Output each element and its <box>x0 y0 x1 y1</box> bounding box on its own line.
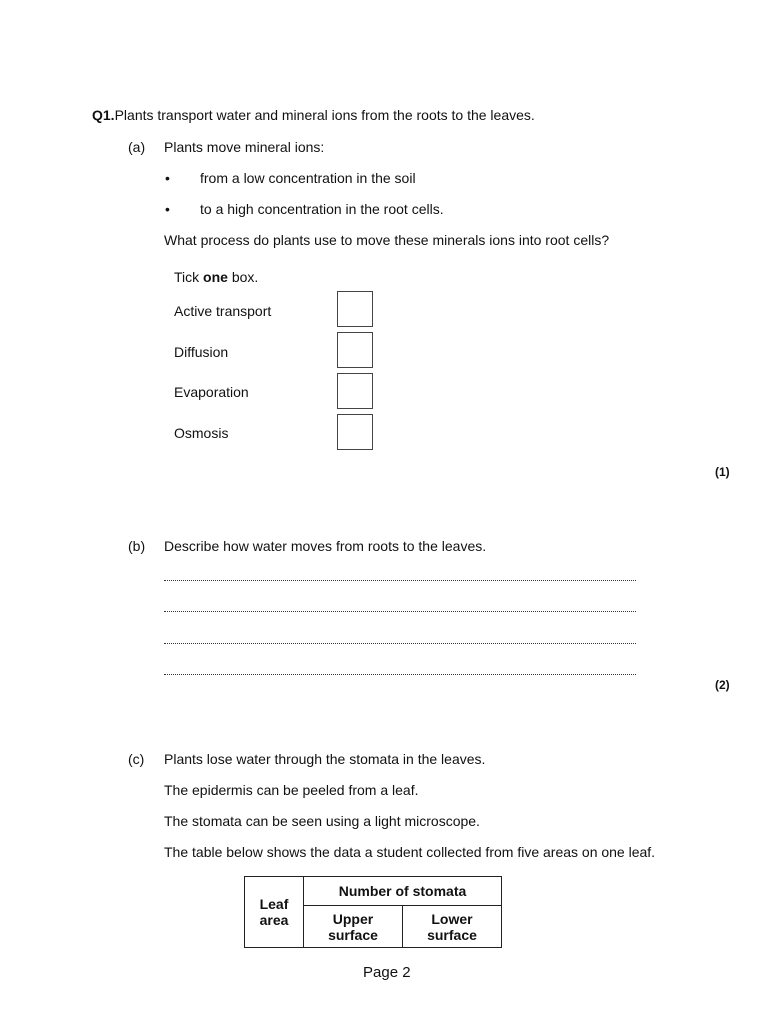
answer-line[interactable] <box>164 580 636 581</box>
question-number: Q1. <box>92 107 115 123</box>
tickbox-osmosis[interactable] <box>337 414 373 450</box>
bullet-dot: • <box>165 170 170 186</box>
header-text: Leaf <box>259 896 289 912</box>
option-label-diffusion: Diffusion <box>174 344 229 360</box>
tick-instruction-emphasis: one <box>203 269 228 285</box>
part-c-line: The epidermis can be peeled from a leaf. <box>164 782 419 798</box>
tickbox-active-transport[interactable] <box>337 291 373 327</box>
option-label-osmosis: Osmosis <box>174 425 229 441</box>
bullet-dot: • <box>165 201 170 217</box>
option-label-active-transport: Active transport <box>174 303 272 319</box>
bullet-item: from a low concentration in the soil <box>200 170 416 186</box>
table-header-upper-surface <box>304 906 403 948</box>
tickbox-evaporation[interactable] <box>337 373 373 409</box>
bullet-item: to a high concentration in the root cells. <box>200 201 444 217</box>
part-c-line: The stomata can be seen using a light microscope. <box>164 813 480 829</box>
header-text: surface <box>427 926 477 943</box>
option-label-evaporation: Evaporation <box>174 384 249 400</box>
answer-line[interactable] <box>164 643 636 644</box>
table-header-leaf-area <box>245 877 304 948</box>
table-header-number-of-stomata: Number of stomata <box>304 877 502 906</box>
header-text: area <box>259 912 289 928</box>
tick-instruction <box>174 269 258 285</box>
tickbox-diffusion[interactable] <box>337 332 373 368</box>
marks-part-b: (2) <box>715 678 730 692</box>
stomata-table <box>244 876 502 948</box>
question-stem-text: Plants transport water and mineral ions from the roots to the leaves. <box>114 107 535 123</box>
part-a-question: What process do plants use to move these minerals ions into root cells? <box>164 232 610 248</box>
marks-part-a: (1) <box>715 465 730 479</box>
header-text: Upper <box>332 910 374 927</box>
answer-line[interactable] <box>164 611 636 612</box>
part-b-question: Describe how water moves from roots to the leaves. <box>164 538 487 554</box>
table-header-lower-surface <box>403 906 502 948</box>
question-stem <box>92 107 535 123</box>
part-a-intro: Plants move mineral ions: <box>164 139 325 155</box>
part-b-label: (b) <box>128 538 146 554</box>
part-c-line: Plants lose water through the stomata in the leaves. <box>164 751 486 767</box>
header-text: surface <box>328 926 378 943</box>
tick-instruction-pre: Tick <box>174 269 204 285</box>
answer-line[interactable] <box>164 674 636 675</box>
part-a-label: (a) <box>128 139 146 155</box>
tick-instruction-post: box. <box>227 269 259 285</box>
part-c-line: The table below shows the data a student collected from five areas on one leaf. <box>164 844 656 860</box>
part-c-label: (c) <box>128 751 145 767</box>
header-text: Lower <box>431 910 473 927</box>
page-number: Page 2 <box>363 964 411 981</box>
